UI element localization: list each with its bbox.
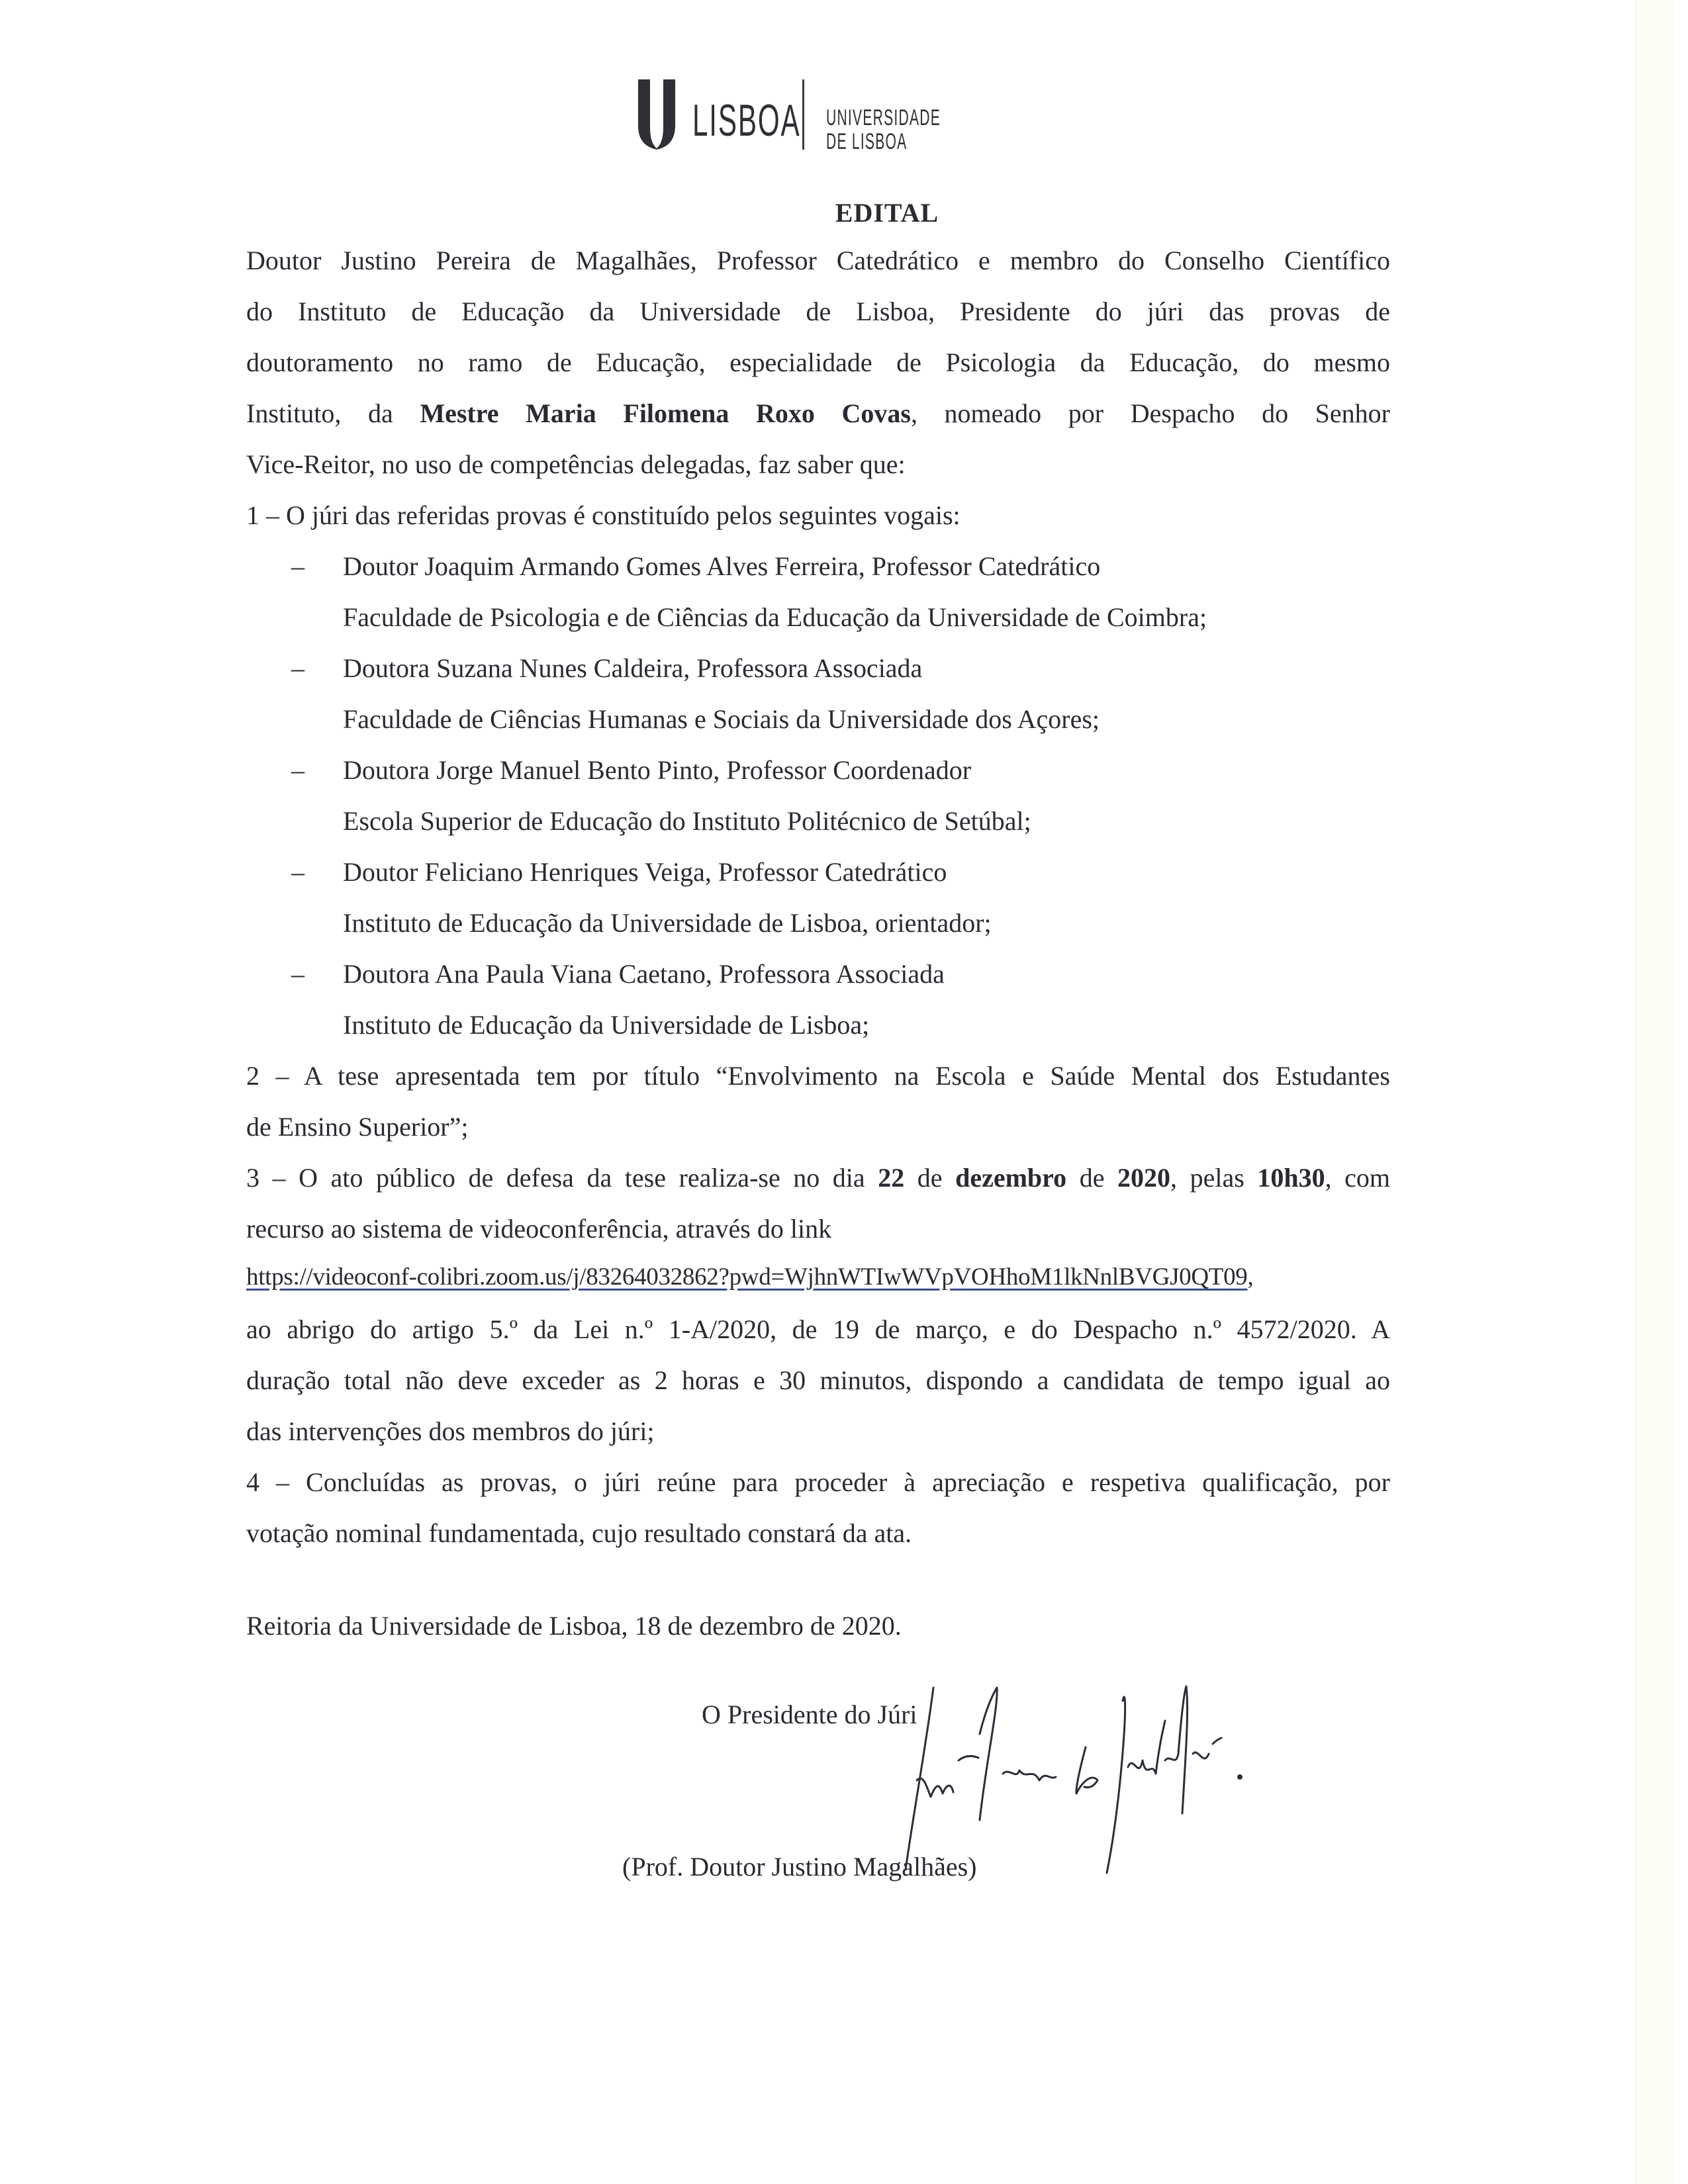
jury-member-institution: Instituto de Educação da Universidade de Lisboa, orientador; [343, 908, 992, 938]
jury-member-name: Doutora Jorge Manuel Bento Pinto, Professor Coordenador [343, 755, 972, 785]
defense-month: dezembro [955, 1163, 1067, 1193]
item2-line-1: 2 – A tese apresentada tem por título “Envolvimento na Escola e Saúde Mental dos Estudantes [246, 1061, 1390, 1091]
u-logo-mark-icon [637, 79, 677, 150]
list-bullet: – [291, 959, 305, 989]
item3-de: de [917, 1163, 943, 1193]
intro-line-2: do Instituto de Educação da Universidade de Lisboa, Presidente do júri das provas de [246, 296, 1390, 326]
jury-member-institution: Instituto de Educação da Universidade de Lisboa; [343, 1010, 870, 1040]
item3-post: , com [1325, 1163, 1390, 1193]
candidate-name: Mestre Maria Filomena Roxo Covas [420, 398, 911, 428]
videoconference-link[interactable]: https://videoconf-colibri.zoom.us/j/83264032862?pwd=WjhnWTIwWVpVOHhoM1lkNnlBVGJ0QT09 [246, 1263, 1248, 1291]
intro-line-3: doutoramento no ramo de Educação, especialidade de Psicologia da Educação, do mesmo [246, 347, 1390, 377]
scan-edge-strip [1635, 0, 1674, 2184]
item4-line-2: votação nominal fundamentada, cujo resultado constará da ata. [246, 1518, 912, 1548]
list-bullet: – [291, 551, 305, 581]
intro-line-1: Doutor Justino Pereira de Magalhães, Professor Catedrático e membro do Conselho Científico [246, 246, 1390, 275]
logo-subtitle [826, 106, 941, 154]
intro-line-5: Vice-Reitor, no uso de competências delegadas, faz saber que: [246, 449, 906, 479]
intro-line-4 [246, 398, 1390, 430]
item3-line-1 [246, 1162, 1390, 1194]
logo-divider [802, 79, 804, 150]
list-bullet: – [291, 755, 305, 785]
item1-heading: 1 – O júri das referidas provas é constituído pelos seguintes vogais: [246, 500, 961, 530]
logo-wordmark: LISBOA [692, 95, 801, 146]
defense-day: 22 [878, 1163, 905, 1193]
university-logo [629, 79, 973, 152]
item3-de: de [1079, 1163, 1105, 1193]
item3-pre: 3 – O ato público de defesa da tese realiza-se no dia [246, 1163, 865, 1193]
item4-line-1: 4 – Concluídas as provas, o júri reúne para proceder à apreciação e respetiva qualificação, por [246, 1467, 1390, 1497]
jury-member-name: Doutor Joaquim Armando Gomes Alves Ferreira, Professor Catedrático [343, 551, 1101, 581]
logo-subtitle-line2: DE LISBOA [826, 129, 908, 154]
jury-member-name: Doutora Ana Paula Viana Caetano, Professora Associada [343, 959, 945, 989]
item3-line-3 [246, 1261, 1254, 1293]
jury-member-institution: Escola Superior de Educação do Instituto Politécnico de Setúbal; [343, 806, 1031, 836]
signatory-name: (Prof. Doutor Justino Magalhães) [622, 1852, 977, 1882]
logo-subtitle-line1: UNIVERSIDADE [826, 105, 941, 130]
defense-year: 2020 [1117, 1163, 1171, 1193]
signatory-role: O Presidente do Júri [702, 1700, 917, 1729]
defense-time: 10h30 [1257, 1163, 1325, 1193]
intro-line-4-post: , nomeado por Despacho do Senhor [910, 398, 1391, 428]
item3-line-4: ao abrigo do artigo 5.º da Lei n.º 1-A/2020, de 19 de março, e do Despacho n.º 4572/2020. A [246, 1314, 1390, 1344]
document-title: EDITAL [835, 198, 939, 228]
intro-line-4-pre: Instituto, da [246, 398, 393, 428]
jury-member-institution: Faculdade de Psicologia e de Ciências da Educação da Universidade de Coimbra; [343, 602, 1207, 632]
item3-line-5: duração total não deve exceder as 2 horas e 30 minutos, dispondo a candidata de tempo igual ao [246, 1365, 1390, 1395]
jury-member-institution: Faculdade de Ciências Humanas e Sociais da Universidade dos Açores; [343, 704, 1100, 734]
jury-member-name: Doutora Suzana Nunes Caldeira, Professora Associada [343, 653, 923, 683]
item3-line-6: das intervenções dos membros do júri; [246, 1416, 655, 1446]
item3-mid: , pelas [1170, 1163, 1244, 1193]
item2-line-2: de Ensino Superior”; [246, 1112, 469, 1142]
handwritten-signature-icon [887, 1681, 1403, 1880]
list-bullet: – [291, 857, 305, 887]
link-suffix: , [1247, 1263, 1254, 1291]
list-bullet: – [291, 653, 305, 683]
item3-line-2: recurso ao sistema de videoconferência, através do link [246, 1214, 832, 1244]
place-date: Reitoria da Universidade de Lisboa, 18 de dezembro de 2020. [246, 1611, 902, 1641]
jury-member-name: Doutor Feliciano Henriques Veiga, Professor Catedrático [343, 857, 947, 887]
